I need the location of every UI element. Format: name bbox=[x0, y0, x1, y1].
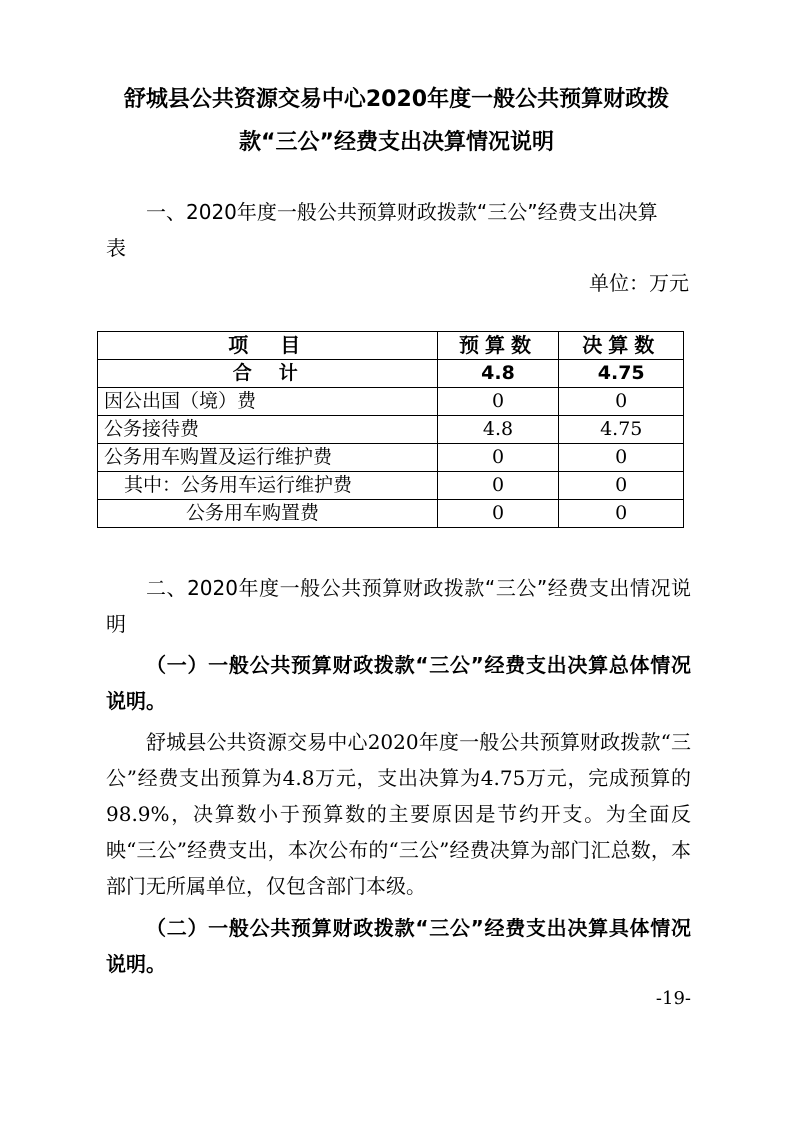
row-budget: 0 bbox=[437, 388, 559, 416]
row-budget: 0 bbox=[437, 500, 559, 528]
row-actual: 0 bbox=[559, 444, 684, 472]
unit-label: 单位：万元 bbox=[589, 271, 689, 295]
section2-heading: 二、2020年度一般公共预算财政拨款“三公”经费支出情况说明 bbox=[106, 576, 691, 636]
table-row bbox=[98, 472, 684, 500]
table-row bbox=[98, 388, 684, 416]
row-label: 其中：公务用车运行维护费 bbox=[98, 472, 438, 500]
section1-heading bbox=[106, 194, 691, 266]
row-label: 因公出国（境）费 bbox=[98, 388, 438, 416]
table-row bbox=[98, 416, 684, 444]
row-label: 公务用车购置及运行维护费 bbox=[98, 444, 438, 472]
title-line-1: 舒城县公共资源交易中心2020年度一般公共预算财政拨 bbox=[123, 87, 670, 112]
table-total-row bbox=[98, 360, 684, 388]
row-actual: 0 bbox=[559, 388, 684, 416]
row-budget: 0 bbox=[437, 472, 559, 500]
document-title bbox=[0, 78, 793, 164]
page-number: -19- bbox=[655, 988, 691, 1009]
header-item: 项 目 bbox=[98, 332, 438, 360]
header-actual: 决算数 bbox=[559, 332, 684, 360]
table-row bbox=[98, 444, 684, 472]
section1-heading-line-1: 一、2020年度一般公共预算财政拨款“三公”经费支出决算 bbox=[146, 200, 658, 224]
sub2-heading: （二）一般公共预算财政拨款“三公”经费支出决算具体情况说明。 bbox=[106, 916, 691, 976]
table-header-row bbox=[98, 332, 684, 360]
row-actual: 4.75 bbox=[559, 416, 684, 444]
expense-table bbox=[97, 331, 684, 528]
row-actual: 0 bbox=[559, 472, 684, 500]
total-label: 合 计 bbox=[98, 360, 438, 388]
total-budget: 4.8 bbox=[437, 360, 559, 388]
row-budget: 4.8 bbox=[437, 416, 559, 444]
header-budget: 预算数 bbox=[437, 332, 559, 360]
sub1-body: 舒城县公共资源交易中心2020年度一般公共预算财政拨款“三公”经费支出预算为4.8万元，支出决算为4.75万元，完成预算的98.9%，决算数小于预算数的主要原因是节约开支。为全面反映“三公”经费支出，本次公布的“三公”经费决算为部门汇总数，本部门无所属单位，仅包含部门本级。 bbox=[106, 730, 691, 898]
row-actual: 0 bbox=[559, 500, 684, 528]
row-budget: 0 bbox=[437, 444, 559, 472]
section1-heading-line-2: 表 bbox=[106, 236, 126, 260]
title-line-2: 款“三公”经费支出决算情况说明 bbox=[239, 130, 554, 155]
table-row bbox=[98, 500, 684, 528]
row-label: 公务接待费 bbox=[98, 416, 438, 444]
total-actual: 4.75 bbox=[559, 360, 684, 388]
sub1-heading: （一）一般公共预算财政拨款“三公”经费支出决算总体情况说明。 bbox=[106, 653, 691, 713]
row-label: 公务用车购置费 bbox=[98, 500, 438, 528]
